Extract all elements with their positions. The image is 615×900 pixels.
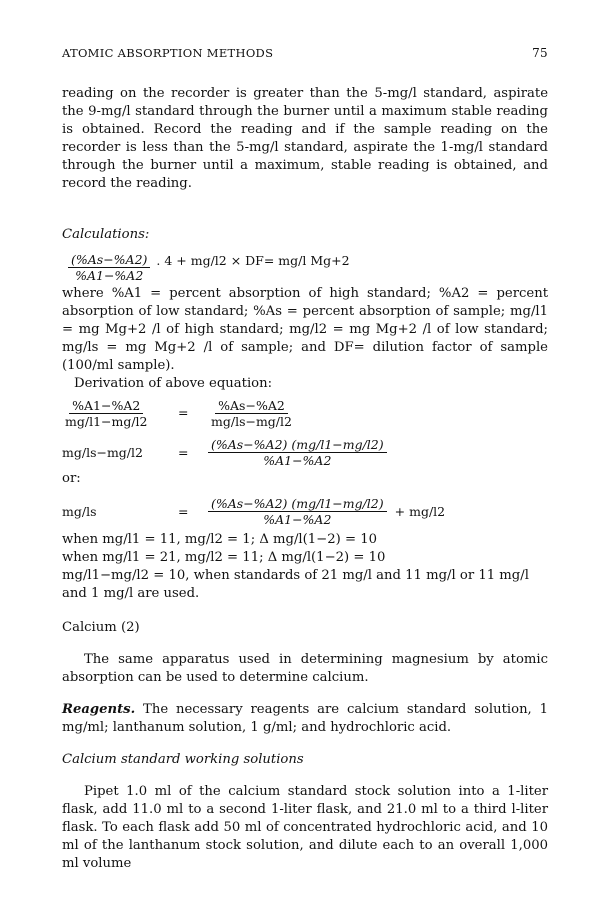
equation-3-tail: + mg/l2 [394,503,446,519]
equation-3-lhs: mg/ls [62,503,97,519]
pipet-paragraph: Pipet 1.0 ml of the calcium standard stock solution into a 1-liter flask, add 11.0 ml to a second 1-liter flask, and 21.0 ml to a third l-liter flask. To each flask add 50 ml of concentrated hydrochloric acid, and 10 ml of the lanthanum stock solution, and dilute each to an overall 1,000 ml volume [62,784,548,871]
working-solutions-heading: Calcium standard working solutions [62,752,304,767]
standards-notes [62,531,548,603]
page-number: 75 [532,46,548,60]
equation-1-left-denominator: mg/l1−mg/l2 [65,414,148,429]
intro-paragraph: reading on the recorder is greater than the 5-mg/l standard, aspirate the 9-mg/l standard through the burner until a maximum stable reading is obtained. Record the reading and if the sample reading on the recorder is less than the 5-mg/l standard, aspirate the 1-mg/l standard through the burner until a maximum, stable reading is obtained, and record the reading. [62,86,548,191]
main-formula-fraction [68,252,150,283]
section-title: Calcium (2) [62,620,140,635]
equation-1 [62,397,548,429]
page [62,44,548,873]
equation-1-right-fraction [208,398,295,429]
definitions-paragraph: where %A1 = percent absorption of high standard; %A2 = percent absorption of low standard; %As = percent absorption of sample; mg/l1 = mg Mg+2 /l of high standard; mg/l2 = mg Mg+2 /l of low standard; mg/ls = mg Mg+2 /l of sample; and DF= dilution factor of sample (100/ml sample). [62,286,548,373]
reagents-paragraph [62,701,548,737]
main-formula-denominator: %A1−%A2 [75,268,144,283]
equation-2-denominator: %A1−%A2 [263,453,332,468]
or-label: or: [62,471,81,486]
derivation-label: Derivation of above equation: [74,376,273,391]
equation-1-equals: = [178,405,189,420]
reagents-label: Reagents. [62,702,136,717]
equation-2-lhs: mg/ls−mg/l2 [62,444,143,460]
equation-2-equals: = [178,444,189,460]
equation-1-right-numerator: %As−%A2 [215,398,288,414]
main-formula-numerator: (%As−%A2) [68,252,150,268]
main-formula [68,252,548,283]
equation-2-numerator: (%As−%A2) (mg/l1−mg/l2) [208,437,387,453]
equation-3-numerator: (%As−%A2) (mg/l1−mg/l2) [208,496,387,512]
equation-2 [62,437,548,468]
equation-1-right-denominator: mg/ls−mg/l2 [211,413,292,429]
header-title: ATOMIC ABSORPTION METHODS [62,46,274,60]
section-paragraph: The same apparatus used in determining magnesium by atomic absorption can be used to determine calcium. [62,652,548,685]
reagents-text: The necessary reagents are calcium standard solution, 1 mg/ml; lanthanum solution, 1 g/ml; and hydrochloric acid. [62,702,548,735]
equation-1-left-numerator: %A1−%A2 [69,398,143,414]
running-header [62,44,548,62]
calculations-heading: Calculations: [62,227,150,242]
standards-note-line: mg/l1−mg/l2 = 10, when standards of 21 mg/l and 11 mg/l or 11 mg/l and 1 mg/l are used. [62,568,529,601]
equation-3 [62,496,548,527]
equation-2-fraction [208,437,387,468]
equation-3-equals: = [178,503,189,519]
equation-3-fraction [208,496,387,527]
standards-note-line: when mg/l1 = 11, mg/l2 = 1; Δ mg/l(1−2) = 10 [62,532,377,547]
equation-3-denominator: %A1−%A2 [263,512,332,527]
equation-1-left-fraction [62,398,151,429]
main-formula-rest: . 4 + mg/l2 × DF= mg/l Mg+2 [156,252,350,268]
standards-note-line: when mg/l1 = 21, mg/l2 = 11; Δ mg/l(1−2) = 10 [62,550,386,565]
